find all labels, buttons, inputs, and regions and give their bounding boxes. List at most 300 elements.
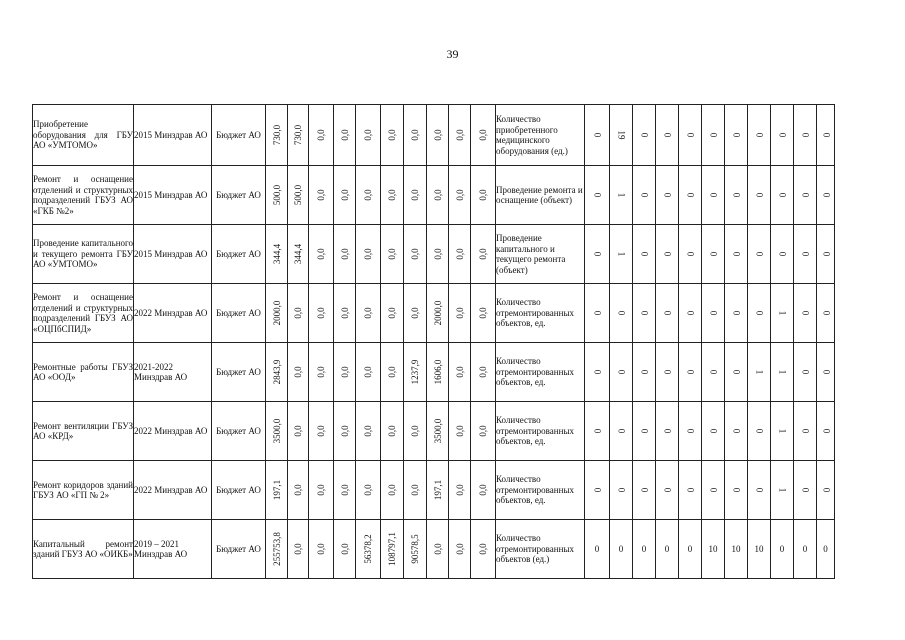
indicator-value: 0 [585, 520, 610, 579]
measure-name [33, 105, 134, 166]
funding-value-text: 0,0 [386, 425, 397, 437]
indicator-value-text: 0 [731, 310, 742, 316]
funding-value [356, 284, 381, 343]
funding-value-text: 0,0 [339, 189, 350, 201]
table-row [33, 343, 835, 402]
indicator-value-text: 0 [800, 369, 811, 375]
indicator-value-text: 0 [754, 428, 765, 434]
funding-value-text: 500,0 [271, 184, 282, 206]
indicator-value [817, 225, 835, 284]
indicator-value [771, 402, 794, 461]
funding-value [471, 284, 496, 343]
funding-value-text: 0,0 [315, 307, 326, 319]
funding-value-text: 0,0 [362, 366, 373, 378]
indicator-value-text: 0 [685, 251, 696, 257]
period-executor: 2019 – 2021 Минздрав АО [134, 520, 212, 579]
funding-value [471, 225, 496, 284]
funding-value-text: 0,0 [477, 543, 488, 555]
funding-value-text: 0,0 [315, 189, 326, 201]
funding-source: Бюджет АО [212, 343, 266, 402]
indicator-value-text: 0 [820, 251, 831, 257]
funding-source: Бюджет АО [212, 105, 266, 166]
indicator-value [817, 284, 835, 343]
indicator-value [817, 402, 835, 461]
indicator-value [610, 105, 633, 166]
indicator-value [725, 461, 748, 520]
period-executor: 2015 Минздрав АО [134, 105, 212, 166]
indicator-value-text: 0 [592, 487, 603, 493]
indicator-value-text: 0 [708, 487, 719, 493]
funding-value-text: 2000,0 [271, 300, 282, 326]
indicator-value: 10 [748, 520, 771, 579]
funding-value [356, 461, 381, 520]
indicator-value [633, 461, 656, 520]
indicator-value-text: 0 [592, 310, 603, 316]
indicator-value-text: 0 [639, 428, 650, 434]
indicator-value [771, 105, 794, 166]
table-row [33, 461, 835, 520]
funding-value [381, 343, 404, 402]
funding-value [288, 343, 309, 402]
period-executor: 2022 Минздрав АО [134, 284, 212, 343]
funding-value [381, 166, 404, 225]
funding-value [381, 225, 404, 284]
indicator-name: Количество отремонтированных объектов, ед. [496, 402, 585, 461]
indicator-value [771, 225, 794, 284]
page-number: 39 [446, 47, 459, 61]
indicator-value [725, 402, 748, 461]
measure-name [33, 402, 134, 461]
indicator-value-text: 0 [639, 192, 650, 198]
indicator-value [817, 343, 835, 402]
indicator-value-text: 0 [754, 132, 765, 138]
table-row [33, 225, 835, 284]
funding-value-text: 0,0 [362, 425, 373, 437]
indicator-value-text: 0 [662, 487, 673, 493]
indicator-value [702, 105, 725, 166]
funding-value-text: 0,0 [477, 366, 488, 378]
indicator-value-text: 0 [800, 487, 811, 493]
funding-value [288, 105, 309, 166]
indicator-value [633, 343, 656, 402]
indicator-value [656, 343, 679, 402]
funding-value-text: 197,1 [432, 479, 443, 501]
indicator-value [679, 461, 702, 520]
funding-value-text: 0,0 [454, 129, 465, 141]
indicator-value-text: 0 [662, 369, 673, 375]
indicator-value [771, 461, 794, 520]
indicator-value-text: 0 [731, 487, 742, 493]
measure-name-text: Проведение капитального и текущего ремонта ГБУ АО «УМТОМО» [33, 238, 133, 270]
funding-value-text: 0,0 [315, 366, 326, 378]
indicator-value [748, 166, 771, 225]
indicator-name: Количество отремонтированных объектов, ед. [496, 284, 585, 343]
indicator-value-text: 0 [662, 132, 673, 138]
funding-value [266, 105, 288, 166]
funding-value [404, 343, 427, 402]
indicator-value [610, 461, 633, 520]
indicator-value-text: 0 [616, 428, 627, 434]
funding-value [288, 284, 309, 343]
funding-value-text: 0,0 [432, 189, 443, 201]
indicator-value [656, 225, 679, 284]
indicator-value-text: 0 [685, 132, 696, 138]
funding-value [471, 461, 496, 520]
indicator-value-text: 0 [800, 132, 811, 138]
indicator-value-text: 0 [800, 192, 811, 198]
funding-value [471, 520, 496, 579]
table-row [33, 105, 835, 166]
funding-value [309, 343, 334, 402]
funding-value-text: 0,0 [315, 248, 326, 260]
funding-value-text: 0,0 [454, 366, 465, 378]
measure-name [33, 520, 134, 579]
funding-value [266, 166, 288, 225]
indicator-value-text: 0 [639, 369, 650, 375]
indicator-value [679, 225, 702, 284]
indicator-value [656, 166, 679, 225]
measure-name [33, 461, 134, 520]
indicator-value-text: 0 [777, 132, 788, 138]
indicator-value [633, 225, 656, 284]
funding-value [404, 402, 427, 461]
funding-value-text: 1237,9 [409, 359, 420, 385]
funding-value-text: 0,0 [386, 248, 397, 260]
funding-value [449, 225, 471, 284]
funding-value [471, 105, 496, 166]
table-row [33, 402, 835, 461]
indicator-value: 0 [656, 520, 679, 579]
indicator-value [585, 166, 610, 225]
indicator-value-text: 0 [708, 132, 719, 138]
funding-value-text: 0,0 [386, 484, 397, 496]
indicator-value [794, 402, 817, 461]
funding-value-text: 0,0 [292, 425, 303, 437]
indicator-value [702, 166, 725, 225]
funding-value-text: 0,0 [292, 366, 303, 378]
indicator-value-text: 0 [685, 428, 696, 434]
indicator-value-text: 0 [754, 192, 765, 198]
indicator-value-text: 1 [777, 310, 788, 316]
funding-source: Бюджет АО [212, 402, 266, 461]
funding-value [427, 461, 449, 520]
measure-name [33, 284, 134, 343]
funding-value [334, 284, 356, 343]
funding-value [309, 105, 334, 166]
indicator-value-text: 0 [800, 251, 811, 257]
indicator-value-text: 0 [662, 428, 673, 434]
funding-value [356, 225, 381, 284]
indicator-value-text: 1 [616, 192, 627, 198]
measure-name-text: Капитальный ремонт зданий ГБУЗ АО «ОИКБ» [33, 538, 133, 559]
funding-value [404, 166, 427, 225]
funding-value [381, 520, 404, 579]
funding-value-text: 0,0 [477, 189, 488, 201]
funding-value [449, 105, 471, 166]
funding-value [309, 225, 334, 284]
funding-value [449, 402, 471, 461]
indicator-value [748, 105, 771, 166]
indicator-value [610, 402, 633, 461]
measure-name [33, 166, 134, 225]
indicator-value [610, 284, 633, 343]
indicator-value-text: 0 [616, 310, 627, 316]
funding-value-text: 0,0 [339, 425, 350, 437]
funding-value-text: 0,0 [432, 248, 443, 260]
funding-value [427, 520, 449, 579]
indicator-value-text: 0 [708, 251, 719, 257]
indicator-value [702, 461, 725, 520]
indicator-value: 0 [610, 520, 633, 579]
indicator-value [794, 461, 817, 520]
indicator-value [817, 105, 835, 166]
indicator-value [610, 225, 633, 284]
funding-value [334, 461, 356, 520]
funding-value [427, 284, 449, 343]
funding-value-text: 0,0 [315, 425, 326, 437]
indicator-name: Количество отремонтированных объектов, ед. [496, 343, 585, 402]
indicator-value [702, 402, 725, 461]
indicator-value: 0 [679, 520, 702, 579]
indicator-value [725, 105, 748, 166]
indicator-value [610, 343, 633, 402]
indicator-value [679, 343, 702, 402]
indicator-value-text: 0 [777, 251, 788, 257]
indicator-value-text: 0 [820, 487, 831, 493]
indicator-value-text: 0 [800, 310, 811, 316]
indicator-value [633, 105, 656, 166]
indicator-value-text: 0 [820, 192, 831, 198]
period-executor: 2015 Минздрав АО [134, 225, 212, 284]
indicator-value-text: 0 [754, 310, 765, 316]
funding-value-text: 0,0 [409, 248, 420, 260]
measure-name-text: Ремонт вентиляции ГБУЗ АО «КРД» [33, 420, 133, 441]
funding-value [266, 402, 288, 461]
indicator-value [725, 284, 748, 343]
indicator-value [748, 402, 771, 461]
indicator-value-text: 0 [592, 132, 603, 138]
indicator-value [585, 284, 610, 343]
funding-value [427, 225, 449, 284]
indicator-value [656, 105, 679, 166]
indicator-value-text: 0 [685, 310, 696, 316]
funding-value [449, 461, 471, 520]
indicator-value-text: 1 [777, 369, 788, 375]
indicator-value: 0 [794, 520, 817, 579]
funding-value [334, 343, 356, 402]
funding-value-text: 56378,2 [362, 534, 373, 564]
funding-value [266, 461, 288, 520]
funding-value-text: 0,0 [362, 248, 373, 260]
funding-value-text: 0,0 [315, 129, 326, 141]
funding-value-text: 3500,0 [432, 418, 443, 444]
indicator-value [633, 402, 656, 461]
indicator-value-text: 0 [708, 310, 719, 316]
funding-source: Бюджет АО [212, 461, 266, 520]
indicator-value [702, 284, 725, 343]
indicator-value-text: 0 [754, 251, 765, 257]
funding-source: Бюджет АО [212, 166, 266, 225]
indicator-value [679, 284, 702, 343]
funding-value [288, 166, 309, 225]
period-executor: 2022 Минздрав АО [134, 402, 212, 461]
indicator-value-text: 0 [592, 428, 603, 434]
indicator-value-text: 0 [731, 132, 742, 138]
period-executor: 2015 Минздрав АО [134, 166, 212, 225]
funding-value [449, 343, 471, 402]
measure-name-text: Ремонт и оснащение отделений и структурных подразделений ГБУЗ АО «ГКБ №2» [33, 174, 133, 216]
funding-value-text: 0,0 [409, 189, 420, 201]
indicator-value [771, 343, 794, 402]
funding-value-text: 0,0 [362, 129, 373, 141]
indicator-value [679, 105, 702, 166]
indicator-value [585, 225, 610, 284]
indicator-value [725, 225, 748, 284]
funding-value [288, 225, 309, 284]
funding-source: Бюджет АО [212, 225, 266, 284]
indicator-value [748, 225, 771, 284]
funding-value-text: 0,0 [339, 129, 350, 141]
indicator-value [794, 284, 817, 343]
indicator-value-text: 0 [731, 192, 742, 198]
funding-value-text: 344,4 [292, 243, 303, 265]
indicator-value [610, 166, 633, 225]
funding-value [288, 402, 309, 461]
funding-value-text: 2843,9 [271, 359, 282, 385]
funding-value [266, 343, 288, 402]
funding-value-text: 0,0 [315, 543, 326, 555]
indicator-value-text: 0 [662, 251, 673, 257]
indicator-value [702, 225, 725, 284]
funding-value [471, 343, 496, 402]
funding-value [427, 343, 449, 402]
indicator-value-text: 0 [639, 487, 650, 493]
funding-value [288, 461, 309, 520]
indicator-value-text: 0 [685, 192, 696, 198]
funding-value-text: 730,0 [271, 124, 282, 146]
funding-value [309, 461, 334, 520]
funding-value-text: 255753,8 [271, 532, 282, 566]
funding-value [334, 402, 356, 461]
funding-value-text: 0,0 [454, 484, 465, 496]
indicator-value-text: 0 [592, 192, 603, 198]
funding-value [427, 166, 449, 225]
funding-value-text: 0,0 [386, 307, 397, 319]
indicator-value: 0 [771, 520, 794, 579]
funding-value [266, 284, 288, 343]
funding-value-text: 0,0 [477, 425, 488, 437]
funding-value-text: 0,0 [339, 248, 350, 260]
indicator-value [585, 343, 610, 402]
indicator-value [585, 402, 610, 461]
indicator-value-text: 1 [616, 251, 627, 257]
funding-value-text: 197,1 [271, 479, 282, 501]
indicator-value-text: 0 [800, 428, 811, 434]
indicator-value-text: 0 [708, 369, 719, 375]
indicator-value-text: 0 [639, 132, 650, 138]
funding-value [381, 284, 404, 343]
funding-value-text: 730,0 [292, 124, 303, 146]
indicator-value [585, 105, 610, 166]
funding-value-text: 0,0 [362, 484, 373, 496]
measure-name-text: Ремонт и оснащение отделений и структурных подразделений ГБУЗ АО «ОЦПбСПИД» [33, 292, 133, 334]
funding-value-text: 344,4 [271, 243, 282, 265]
indicator-value [633, 166, 656, 225]
funding-value-text: 0,0 [432, 129, 443, 141]
funding-value [309, 284, 334, 343]
funding-value-text: 0,0 [339, 366, 350, 378]
indicator-value-text: 0 [731, 369, 742, 375]
indicator-value-text: 0 [820, 132, 831, 138]
measure-name [33, 343, 134, 402]
indicator-name: Проведение ремонта и оснащение (объект) [496, 166, 585, 225]
measure-name-text: Приобретение оборудования для ГБУ АО «УМТОМО» [33, 119, 133, 151]
table-row [33, 284, 835, 343]
funding-value-text: 0,0 [409, 425, 420, 437]
indicator-value [771, 284, 794, 343]
indicator-value [725, 166, 748, 225]
program-table [32, 104, 835, 579]
indicator-value [817, 461, 835, 520]
indicator-value-text: 0 [616, 369, 627, 375]
funding-value [471, 166, 496, 225]
indicator-value [794, 105, 817, 166]
indicator-value-text: 0 [662, 192, 673, 198]
funding-value-text: 0,0 [315, 484, 326, 496]
indicator-value [748, 343, 771, 402]
funding-value-text: 0,0 [292, 484, 303, 496]
funding-value-text: 3500,0 [271, 418, 282, 444]
funding-value [356, 166, 381, 225]
funding-value-text: 1606,0 [432, 359, 443, 385]
funding-value [356, 402, 381, 461]
indicator-value: 10 [725, 520, 748, 579]
indicator-value [794, 343, 817, 402]
funding-value [356, 520, 381, 579]
funding-value-text: 0,0 [292, 307, 303, 319]
funding-value [381, 402, 404, 461]
funding-value-text: 500,0 [292, 184, 303, 206]
indicator-value-text: 0 [754, 487, 765, 493]
indicator-value-text: 0 [592, 251, 603, 257]
funding-value [266, 225, 288, 284]
funding-value-text: 0,0 [477, 484, 488, 496]
funding-value-text: 0,0 [454, 248, 465, 260]
funding-value-text: 0,0 [409, 129, 420, 141]
funding-value-text: 0,0 [292, 543, 303, 555]
funding-value-text: 108797,1 [386, 532, 397, 566]
indicator-value [725, 343, 748, 402]
funding-value-text: 0,0 [454, 189, 465, 201]
funding-value [334, 105, 356, 166]
indicator-value [817, 166, 835, 225]
funding-value-text: 0,0 [362, 189, 373, 201]
indicator-value [748, 461, 771, 520]
funding-value [334, 225, 356, 284]
period-executor: 2022 Минздрав АО [134, 461, 212, 520]
indicator-value-text: 0 [820, 369, 831, 375]
indicator-name: Количество отремонтированных объектов, ед. [496, 461, 585, 520]
funding-value-text: 0,0 [386, 366, 397, 378]
indicator-value [656, 461, 679, 520]
funding-source: Бюджет АО [212, 520, 266, 579]
indicator-value [702, 343, 725, 402]
indicator-value-text: 0 [685, 369, 696, 375]
funding-source: Бюджет АО [212, 284, 266, 343]
funding-value [381, 461, 404, 520]
indicator-value [679, 402, 702, 461]
funding-value [404, 520, 427, 579]
